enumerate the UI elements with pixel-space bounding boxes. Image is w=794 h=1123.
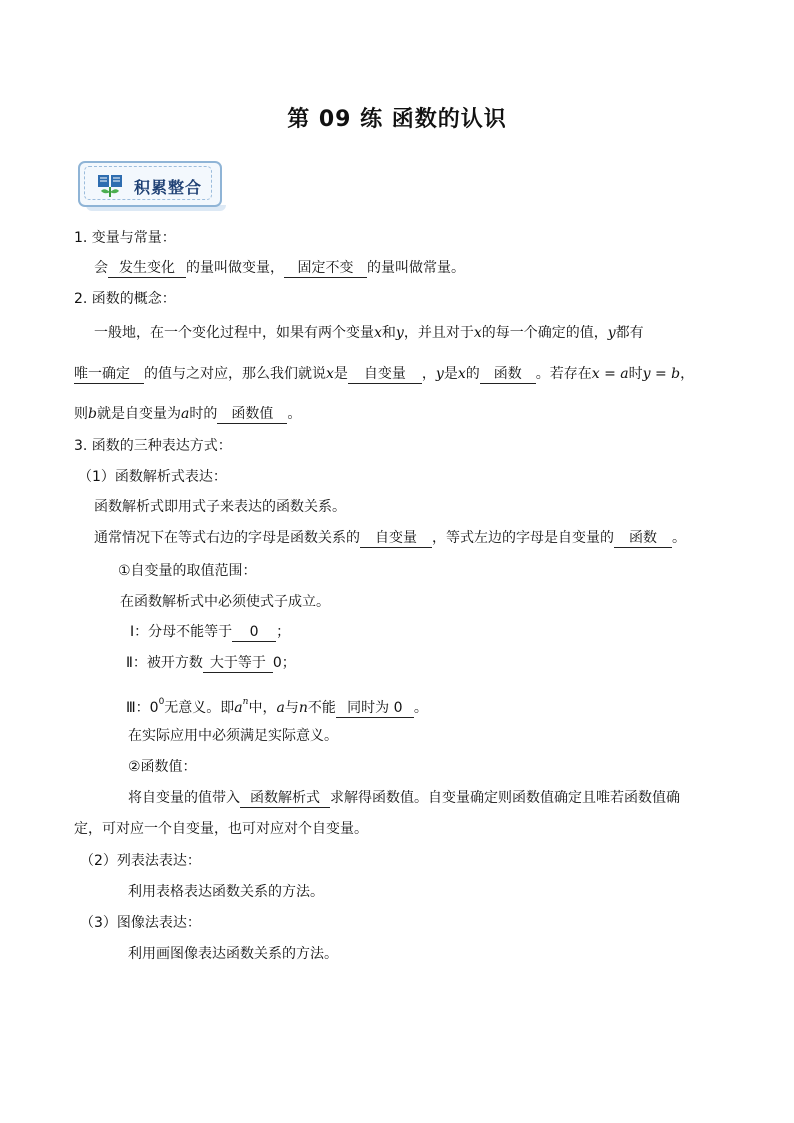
fill-blank: 大于等于: [203, 655, 273, 673]
text-line: 在实际应用中必须满足实际意义。: [128, 728, 338, 744]
fill-blank: 函数: [480, 366, 536, 384]
fill-blank: 自变量: [360, 530, 432, 548]
subheading-function-value: ②函数值：: [128, 759, 197, 775]
text-line: 在函数解析式中必须使式子成立。: [120, 594, 330, 610]
rule-denominator: Ⅰ：分母不能等于 0 ；: [130, 624, 291, 640]
section-badge: [78, 161, 222, 211]
book-plant-icon: [96, 173, 124, 199]
fill-blank: 同时为 0: [336, 700, 414, 718]
s3-value-line1: 将自变量的值带入 函数解析式 求解得函数值。自变量确定则函数值确定且唯若函数值确: [128, 790, 680, 806]
fill-blank: 函数值: [217, 406, 287, 424]
s1-sentence: 会 发生变化 的量叫做变量， 固定不变 的量叫做常量。: [94, 260, 465, 276]
page-title: 第 09 练 函数的认识: [287, 107, 507, 132]
s2-line2: 唯一确定 的值与之对应，那么我们就说x是 自变量 ，y是x的 函数 。若存在x = a时y = b，: [74, 366, 695, 382]
badge-label: 积累整合: [134, 178, 203, 197]
s2-line1: 一般地，在一个变化过程中，如果有两个变量x和y，并且对于x的每一个确定的值，y都有: [94, 325, 644, 341]
text-line: 利用画图像表达函数关系的方法。: [128, 946, 338, 962]
fill-blank: 函数: [614, 530, 672, 548]
fill-blank: 0: [232, 624, 276, 642]
text-line: 利用表格表达函数关系的方法。: [128, 884, 324, 900]
fill-blank: 唯一确定: [74, 366, 144, 384]
subheading-analytic: （1）函数解析式表达：: [78, 469, 227, 485]
subheading-graph: （3）图像法表达：: [80, 915, 201, 931]
fill-blank: 函数解析式: [240, 790, 330, 808]
text-line: 定，可对应一个自变量，也可对应对个自变量。: [74, 821, 368, 837]
s3-line2: 通常情况下在等式右边的字母是函数关系的 自变量 ，等式左边的字母是自变量的 函数 。: [94, 530, 686, 546]
subheading-table: （2）列表法表达：: [80, 853, 201, 869]
heading-variables-constants: 1. 变量与常量：: [74, 230, 176, 246]
subheading-domain: ①自变量的取值范围：: [118, 563, 257, 579]
fill-blank: 固定不变: [284, 260, 367, 278]
rule-zero-power: Ⅲ：$0^0$无意义。即$a^n$中，a与n不能 同时为 0 。: [126, 697, 428, 716]
text-line: 函数解析式即用式子来表达的函数关系。: [94, 499, 346, 515]
fill-blank: 发生变化: [108, 260, 186, 278]
fill-blank: 自变量: [348, 366, 422, 384]
heading-three-representations: 3. 函数的三种表达方式：: [74, 438, 232, 454]
heading-function-concept: 2. 函数的概念：: [74, 291, 176, 307]
s2-line3: 则b就是自变量为a时的 函数值 。: [74, 406, 302, 422]
rule-radicand: Ⅱ：被开方数 大于等于 0；: [126, 655, 296, 671]
